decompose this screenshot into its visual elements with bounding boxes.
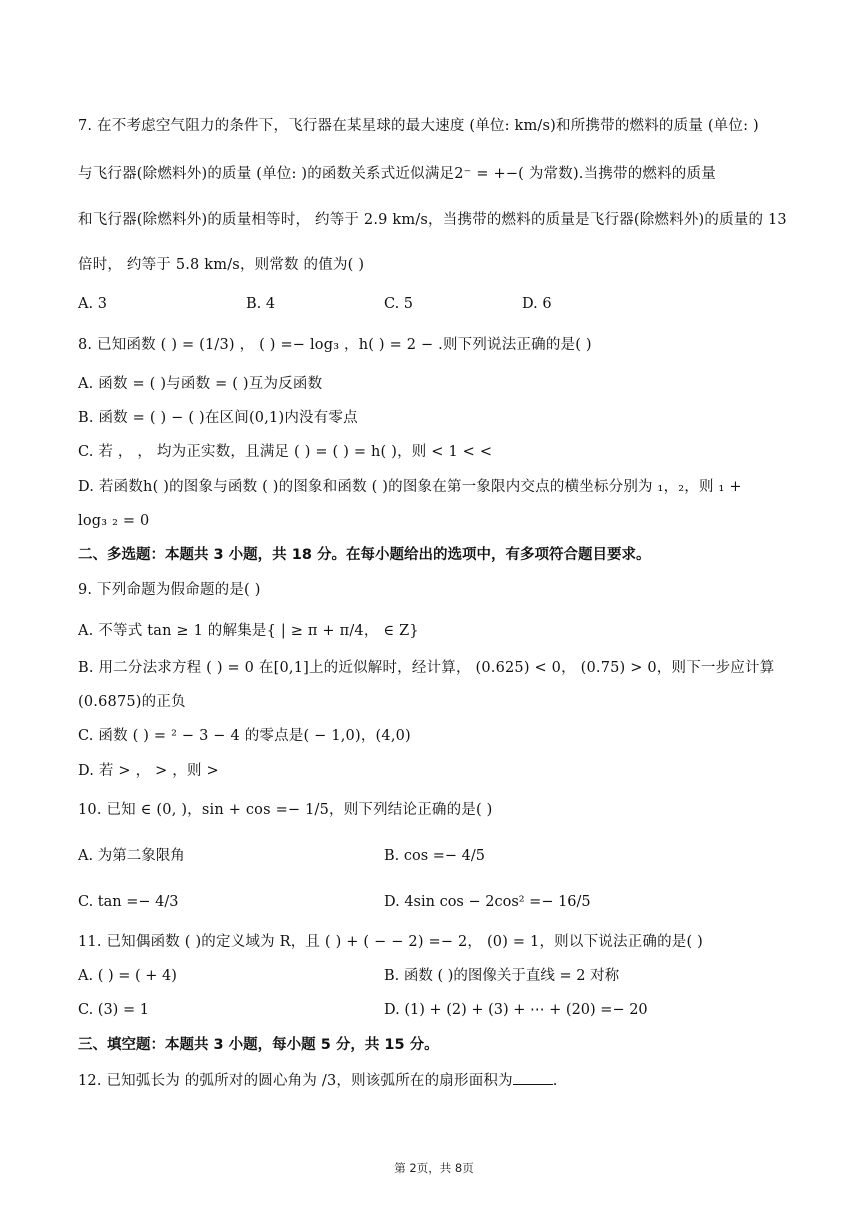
q11-options-row-2	[78, 1002, 798, 1024]
q7-option-d: D. 6	[522, 296, 552, 312]
q7-line-2: 与飞行器(除燃料外)的质量 (单位: )的函数关系式近似满足2⁻ = +−( 为常数).当携带的燃料的质量	[78, 166, 716, 182]
q8-option-a: A. 函数 = ( )与函数 = ( )互为反函数	[78, 376, 323, 392]
q9-option-c: C. 函数 ( ) = ² − 3 − 4 的零点是( − 1,0)，(4,0)	[78, 728, 411, 744]
q9-option-b-line-1: B. 用二分法求方程 ( ) = 0 在[0,1]上的近似解时，经计算， (0.625) < 0， (0.75) > 0，则下一步应计算	[78, 660, 775, 676]
q11-option-c: C. (3) = 1	[78, 1002, 149, 1018]
q8-stem: 8. 已知函数 ( ) = (1/3) ， ( ) =− log₃ ，h( ) = 2 − .则下列说法正确的是( )	[78, 337, 592, 353]
q11-option-d: D. (1) + (2) + (3) + ⋯ + (20) =− 20	[384, 1002, 648, 1018]
q7-line-3: 和飞行器(除燃料外)的质量相等时， 约等于 2.9 km/s，当携带的燃料的质量是飞行器(除燃料外)的质量的 13	[78, 212, 787, 228]
section-2-header: 二、多选题：本题共 3 小题，共 18 分。在每小题给出的选项中，有多项符合题目要求。	[78, 547, 651, 563]
q7-option-c: C. 5	[384, 296, 414, 312]
q11-option-b: B. 函数 ( )的图像关于直线 = 2 对称	[384, 968, 620, 984]
q9-option-d: D. 若 > ， > ，则 >	[78, 763, 219, 779]
section-3-header: 三、填空题：本题共 3 小题，每小题 5 分，共 15 分。	[78, 1037, 439, 1053]
q11-option-a: A. ( ) = ( + 4)	[78, 968, 177, 984]
q10-option-a: A. 为第二象限角	[78, 848, 185, 864]
q8-option-b: B. 函数 = ( ) − ( )在区间(0,1)内没有零点	[78, 410, 358, 426]
q7-option-a: A. 3	[78, 296, 107, 312]
q7-line-4: 倍时， 约等于 5.8 km/s，则常数 的值为( )	[78, 257, 365, 273]
q10-stem: 10. 已知 ∈ (0, )，sin + cos =− 1/5，则下列结论正确的是( )	[78, 802, 493, 818]
q12-line	[78, 1072, 558, 1090]
q10-option-c: C. tan =− 4/3	[78, 894, 179, 910]
answer-blank	[513, 1072, 553, 1085]
q8-option-d-line-2: log₃ ₂ = 0	[78, 513, 150, 529]
q12-stem: 12. 已知弧长为 的弧所对的圆心角为 /3，则该弧所在的扇形面积为	[78, 1073, 513, 1089]
q11-options-row-1	[78, 968, 798, 990]
q10-options-row-2	[78, 894, 798, 916]
q8-option-c: C. 若 ， ， 均为正实数，且满足 ( ) = ( ) = h( )，则 < 1 < <	[78, 444, 493, 460]
q8-option-d-line-1: D. 若函数h( )的图象与函数 ( )的图象和函数 ( )的图象在第一象限内交点的横坐标分别为 ₁，₂，则 ₁ +	[78, 479, 742, 495]
q9-stem: 9. 下列命题为假命题的是( )	[78, 582, 261, 598]
q12-tail: .	[552, 1073, 558, 1089]
q7-line-1: 7. 在不考虑空气阻力的条件下，飞行器在某星球的最大速度 (单位: km/s)和所携带的燃料的质量 (单位: )	[78, 118, 759, 134]
q11-stem: 11. 已知偶函数 ( )的定义域为 R，且 ( ) + ( − − 2) =− 2， (0) = 1，则以下说法正确的是( )	[78, 934, 703, 950]
q9-option-a: A. 不等式 tan ≥ 1 的解集是{ | ≥ π + π/4， ∈ Z}	[78, 623, 419, 639]
q7-options	[78, 296, 798, 318]
page-footer: 第 2页，共 8页	[394, 1161, 474, 1175]
q10-option-b: B. cos =− 4/5	[384, 848, 486, 864]
q9-option-b-line-2: (0.6875)的正负	[78, 694, 186, 710]
q10-option-d: D. 4sin cos − 2cos² =− 16/5	[384, 894, 591, 910]
q7-option-b: B. 4	[246, 296, 276, 312]
q10-options-row-1	[78, 848, 798, 870]
